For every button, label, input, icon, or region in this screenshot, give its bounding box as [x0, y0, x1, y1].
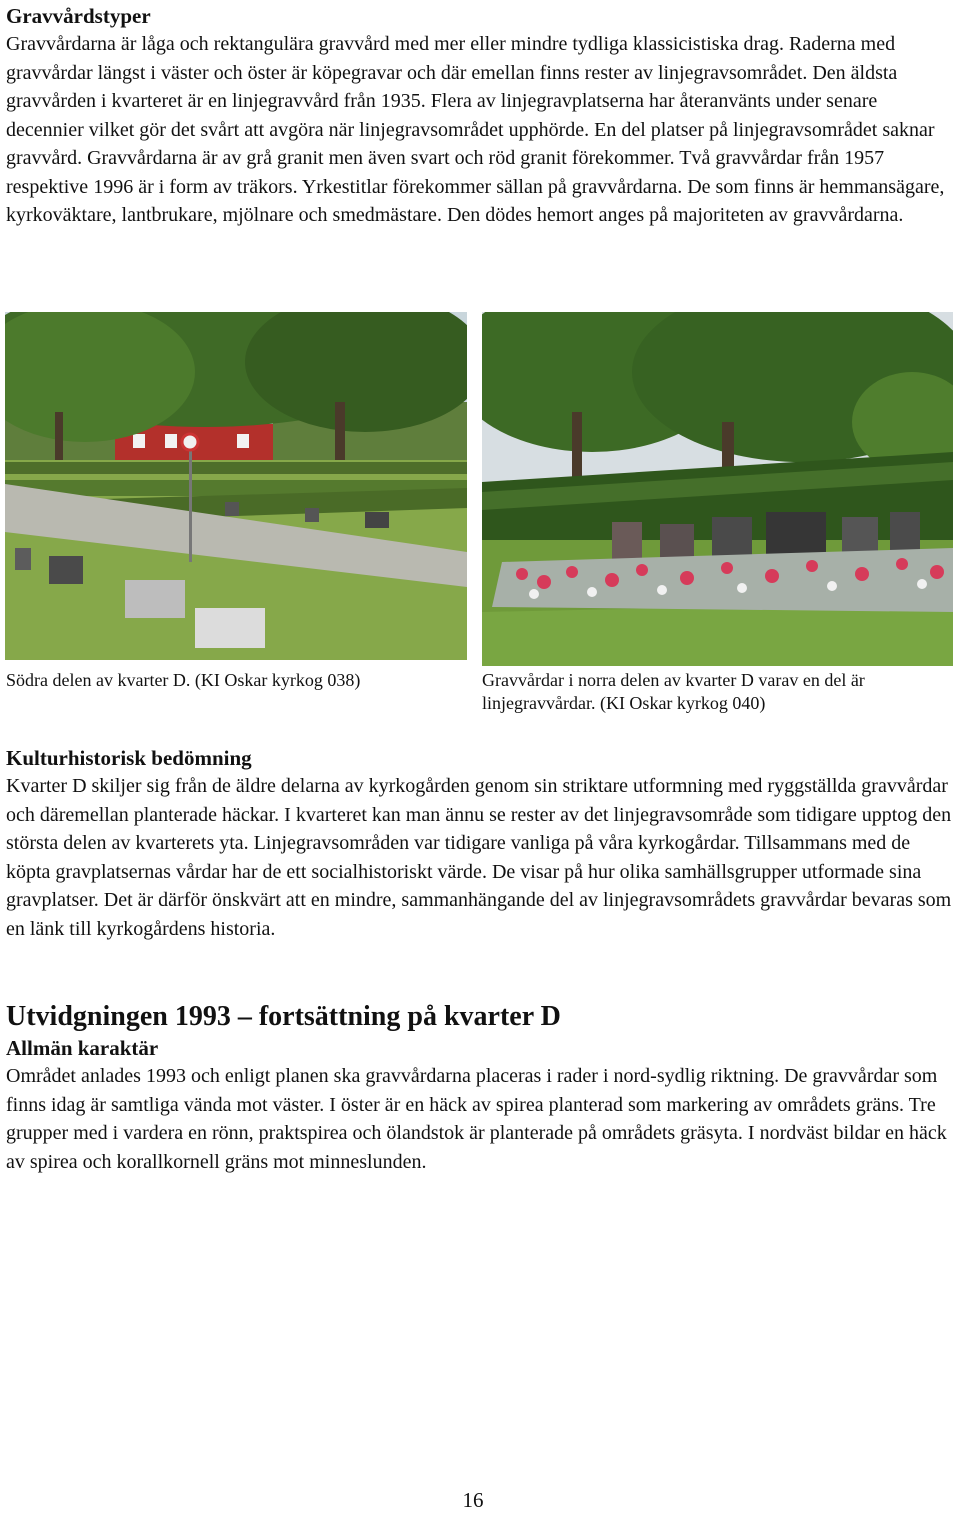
- photo-south-caption: Södra delen av kvarter D. (KI Oskar kyrkog 038): [6, 670, 361, 690]
- section-heading-gravvardstyper: Gravvårdstyper: [6, 4, 151, 28]
- photo-north-caption: Gravvårdar i norra delen av kvarter D varav en del är linjegravvårdar. (KI Oskar kyrkog 040): [482, 670, 865, 713]
- section-heading-kulturhistorisk: Kulturhistorisk bedömning: [6, 746, 252, 770]
- paragraph-kulturhistorisk: Kvarter D skiljer sig från de äldre delarna av kyrkogården genom sin striktare utformning med ryggställda gravvårdar och däremellan planterade häckar. I kvarteret kan man ännu se rester av det linjegravsområde som tidigare upptog den största delen av kvarterets yta. Linjegravsområden var tidigare vanliga på våra kyrkogårdar. Tillsammans med de köpta gravplatsernas vårdar har de ett socialhistoriskt värde. De visar på hur olika samhällsgrupper utformade sina gravplatser. Det är därför önskvärt att en mindre, sammanhängande del av linjegravsområdets gravvårdar bevaras som en länk till kyrkogårdens historia.: [6, 775, 952, 940]
- paragraph-gravvardstyper: Gravvårdarna är låga och rektangulära gravvård med mer eller mindre tydliga klassicistiska drag. Raderna med gravvårdar längst i väster och öster är köpegravar och där emellan finns rester av linjegravsområdet. Den äldsta gravvården i kvarteret är en linjegravvård från 1935. Flera av linjegravplatserna har återanvänts under senare decennier vilket gör det svårt att avgöra när linjegravsområdet upphörde. En del platser på linjegravsområdet saknar gravvård. Gravvårdarna är av grå granit men även svart och röd granit förekommer. Två gravvårdar från 1957 respektive 1996 är i form av träkors. Yrkestitlar förekommer sällan på gravvårdarna. De som finns är hemmansägare, kyrkoväktare, lantbrukare, mjölnare och smedmästare. Den dödes hemort anges på majoriteten av gravvårdarna.: [6, 33, 945, 226]
- section-heading-allman-karaktar: Allmän karaktär: [6, 1036, 159, 1060]
- paragraph-allman-karaktar: Området anlades 1993 och enligt planen ska gravvårdarna placeras i rader i nord-sydlig riktning. De gravvårdar som finns idag är samtliga vända mot väster. I öster är en häck av spirea planterad som markering av områdets gräns. Tre grupper med i vardera en rönn, praktspirea och ölandstok är planterade på områdets gräsyta. I nordväst bildar en häck av spirea och korallkornell gräns mot minneslunden.: [6, 1065, 947, 1173]
- photo-north-block-d: [482, 312, 953, 666]
- page-number: 16: [462, 1488, 484, 1512]
- section-title-utvidgningen: Utvidgningen 1993 – fortsättning på kvarter D: [6, 1001, 561, 1032]
- photo-south-block-d: [5, 312, 467, 660]
